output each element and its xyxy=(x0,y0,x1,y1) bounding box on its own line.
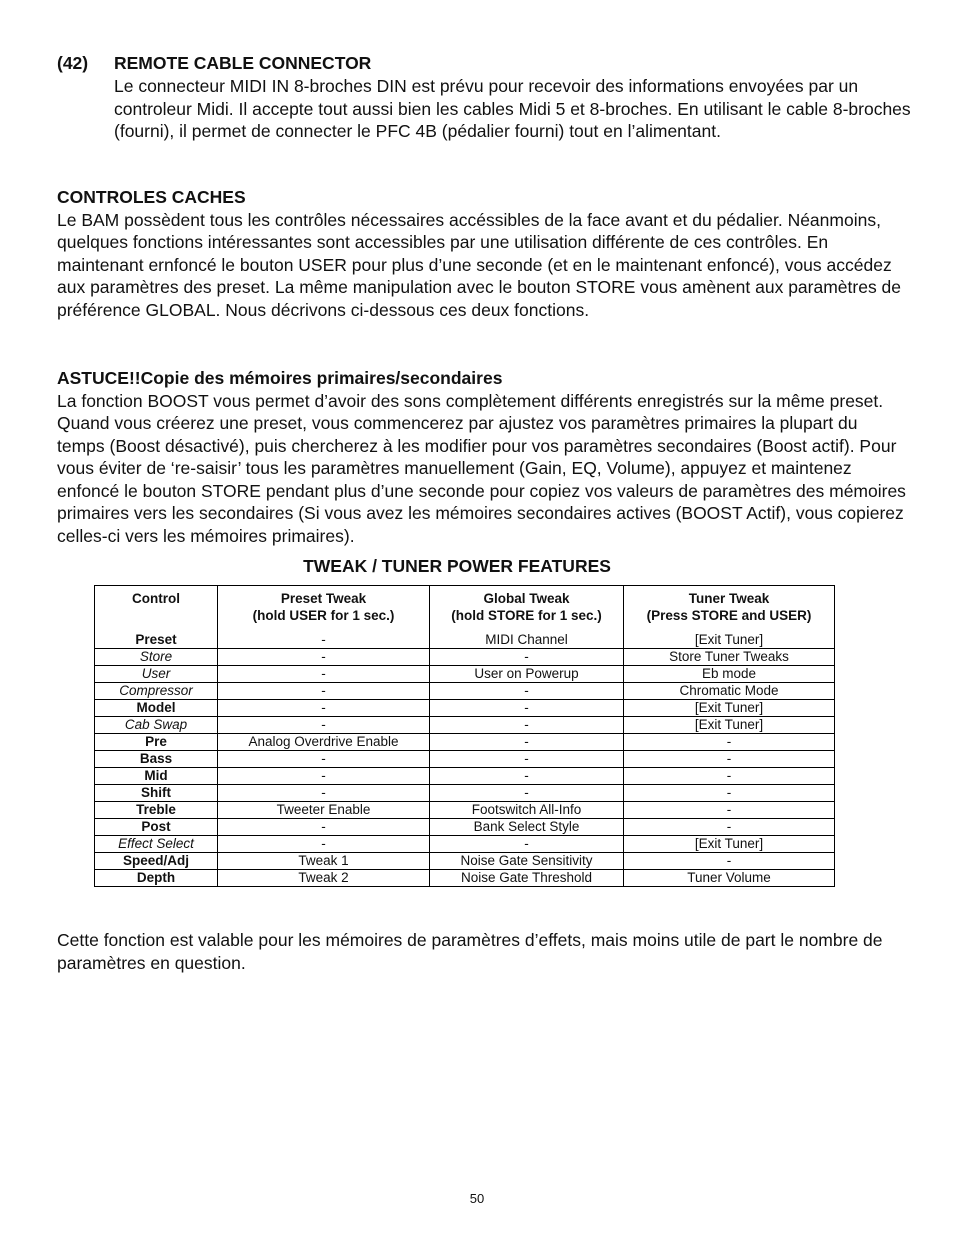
cell-global-tweak: - xyxy=(430,751,624,768)
cell-tuner-tweak: - xyxy=(624,751,835,768)
cell-tuner-tweak: - xyxy=(624,853,835,870)
cell-control: User xyxy=(95,666,218,683)
cell-global-tweak: Footswitch All-Info xyxy=(430,802,624,819)
cell-control: Mid xyxy=(95,768,218,785)
cell-global-tweak: - xyxy=(430,649,624,666)
cell-control: Preset xyxy=(95,632,218,649)
cell-control: Model xyxy=(95,700,218,717)
table-row xyxy=(95,717,835,734)
table-row xyxy=(95,836,835,853)
cell-control: Post xyxy=(95,819,218,836)
cell-tuner-tweak: - xyxy=(624,819,835,836)
column-header-control: Control xyxy=(95,586,218,633)
section-paragraph: La fonction BOOST vous permet d’avoir des sons complètement différents enregistrés sur la même preset. Quand vous créerez une preset, vous commencerez par ajustez vos paramètres primaires la plupart du temps (Boost désactivé), puis chercherez à les modifier pour vos paramètres secondaires (Boost actif). Pour vous éviter de ‘re-saisir’ tous les paramètres manuellement (Gain, EQ, Volume), appuyez et maintenez enfoncé le bouton STORE pendant plus d’une seconde pour copiez vos valeurs de paramètres des mémoires primaires vers les secondaires (Si vous avez les mémoires secondaires actives (BOOST Actif), vous copierez celles-ci vers les mémoires primaires). xyxy=(57,390,906,546)
cell-global-tweak: - xyxy=(430,717,624,734)
section-heading: REMOTE CABLE CONNECTOR xyxy=(114,53,372,73)
table-row xyxy=(95,632,835,649)
table-row xyxy=(95,700,835,717)
cell-preset-tweak: - xyxy=(218,768,430,785)
cell-tuner-tweak: Eb mode xyxy=(624,666,835,683)
section-number: (42) xyxy=(57,53,89,73)
cell-preset-tweak: - xyxy=(218,785,430,802)
cell-global-tweak: - xyxy=(430,836,624,853)
cell-preset-tweak: Analog Overdrive Enable xyxy=(218,734,430,751)
cell-control: Pre xyxy=(95,734,218,751)
table-row xyxy=(95,734,835,751)
table-row xyxy=(95,751,835,768)
table-title: TWEAK / TUNER POWER FEATURES xyxy=(303,556,611,576)
cell-tuner-tweak: - xyxy=(624,734,835,751)
column-header-tuner-tweak: Tuner Tweak (Press STORE and USER) xyxy=(624,586,835,633)
table-row xyxy=(95,666,835,683)
section-heading: CONTROLES CACHES xyxy=(57,187,246,207)
cell-global-tweak: - xyxy=(430,785,624,802)
cell-control: Bass xyxy=(95,751,218,768)
tweak-tuner-table xyxy=(94,585,835,887)
cell-global-tweak: Bank Select Style xyxy=(430,819,624,836)
cell-control: Cab Swap xyxy=(95,717,218,734)
cell-preset-tweak: - xyxy=(218,700,430,717)
table-row xyxy=(95,768,835,785)
section-paragraph: Le BAM possèdent tous les contrôles nécessaires accéssibles de la face avant et du pédalier. Néanmoins, quelques fonctions intéressantes sont accessibles par une utilisation différente de ces contrôles. En maintenant ernfoncé le bouton USER pour plus d’une seconde (et en le maintenant enfoncé), vous accédez aux paramètres des preset. La même manipulation avec le bouton STORE vous amènent aux paramètres de préférence GLOBAL. Nous décrivons ci-dessous ces deux fonctions. xyxy=(57,209,902,320)
cell-tuner-tweak: Tuner Volume xyxy=(624,870,835,887)
table-body xyxy=(95,632,835,887)
cell-global-tweak: User on Powerup xyxy=(430,666,624,683)
cell-preset-tweak: - xyxy=(218,836,430,853)
table-row xyxy=(95,649,835,666)
table-row xyxy=(95,683,835,700)
table-row xyxy=(95,870,835,887)
cell-global-tweak: - xyxy=(430,700,624,717)
section-astuce xyxy=(57,367,907,547)
cell-preset-tweak: - xyxy=(218,649,430,666)
page-number: 50 xyxy=(469,1191,485,1206)
cell-preset-tweak: - xyxy=(218,751,430,768)
cell-tuner-tweak: Chromatic Mode xyxy=(624,683,835,700)
cell-global-tweak: - xyxy=(430,768,624,785)
section-controles-caches xyxy=(57,186,907,321)
cell-global-tweak: - xyxy=(430,683,624,700)
cell-global-tweak: Noise Gate Threshold xyxy=(430,870,624,887)
column-header-preset-tweak: Preset Tweak (hold USER for 1 sec.) xyxy=(218,586,430,633)
table-row xyxy=(95,785,835,802)
cell-tuner-tweak: [Exit Tuner] xyxy=(624,632,835,649)
cell-global-tweak: Noise Gate Sensitivity xyxy=(430,853,624,870)
table-row xyxy=(95,853,835,870)
cell-preset-tweak: - xyxy=(218,666,430,683)
cell-control: Store xyxy=(95,649,218,666)
cell-preset-tweak: Tweeter Enable xyxy=(218,802,430,819)
cell-tuner-tweak: - xyxy=(624,768,835,785)
cell-preset-tweak: Tweak 2 xyxy=(218,870,430,887)
cell-control: Speed/Adj xyxy=(95,853,218,870)
cell-control: Compressor xyxy=(95,683,218,700)
table-row xyxy=(95,819,835,836)
cell-control: Shift xyxy=(95,785,218,802)
cell-tuner-tweak: [Exit Tuner] xyxy=(624,700,835,717)
cell-tuner-tweak: Store Tuner Tweaks xyxy=(624,649,835,666)
cell-control: Depth xyxy=(95,870,218,887)
closing-paragraph: Cette fonction est valable pour les mémoires de paramètres d’effets, mais moins utile de part le nombre de paramètres en question. xyxy=(57,930,883,973)
cell-control: Effect Select xyxy=(95,836,218,853)
cell-preset-tweak: - xyxy=(218,632,430,649)
cell-preset-tweak: - xyxy=(218,717,430,734)
table-header-row xyxy=(95,586,835,633)
cell-global-tweak: MIDI Channel xyxy=(430,632,624,649)
cell-tuner-tweak: [Exit Tuner] xyxy=(624,717,835,734)
column-header-global-tweak: Global Tweak (hold STORE for 1 sec.) xyxy=(430,586,624,633)
section-paragraph: Le connecteur MIDI IN 8-broches DIN est prévu pour recevoir des informations envoyées par un controleur Midi. Il accepte tout aussi bien les cables Midi 5 et 8-broches. En utilisant le cable 8-broches (fourni), il permet de connecter le PFC 4B (pédalier fourni) tout en l’alimentant. xyxy=(114,76,911,141)
cell-preset-tweak: Tweak 1 xyxy=(218,853,430,870)
cell-preset-tweak: - xyxy=(218,819,430,836)
section-heading: ASTUCE!!Copie des mémoires primaires/secondaires xyxy=(57,368,503,388)
table-row xyxy=(95,802,835,819)
cell-tuner-tweak: - xyxy=(624,802,835,819)
cell-tuner-tweak: - xyxy=(624,785,835,802)
cell-tuner-tweak: [Exit Tuner] xyxy=(624,836,835,853)
cell-preset-tweak: - xyxy=(218,683,430,700)
cell-global-tweak: - xyxy=(430,734,624,751)
cell-control: Treble xyxy=(95,802,218,819)
